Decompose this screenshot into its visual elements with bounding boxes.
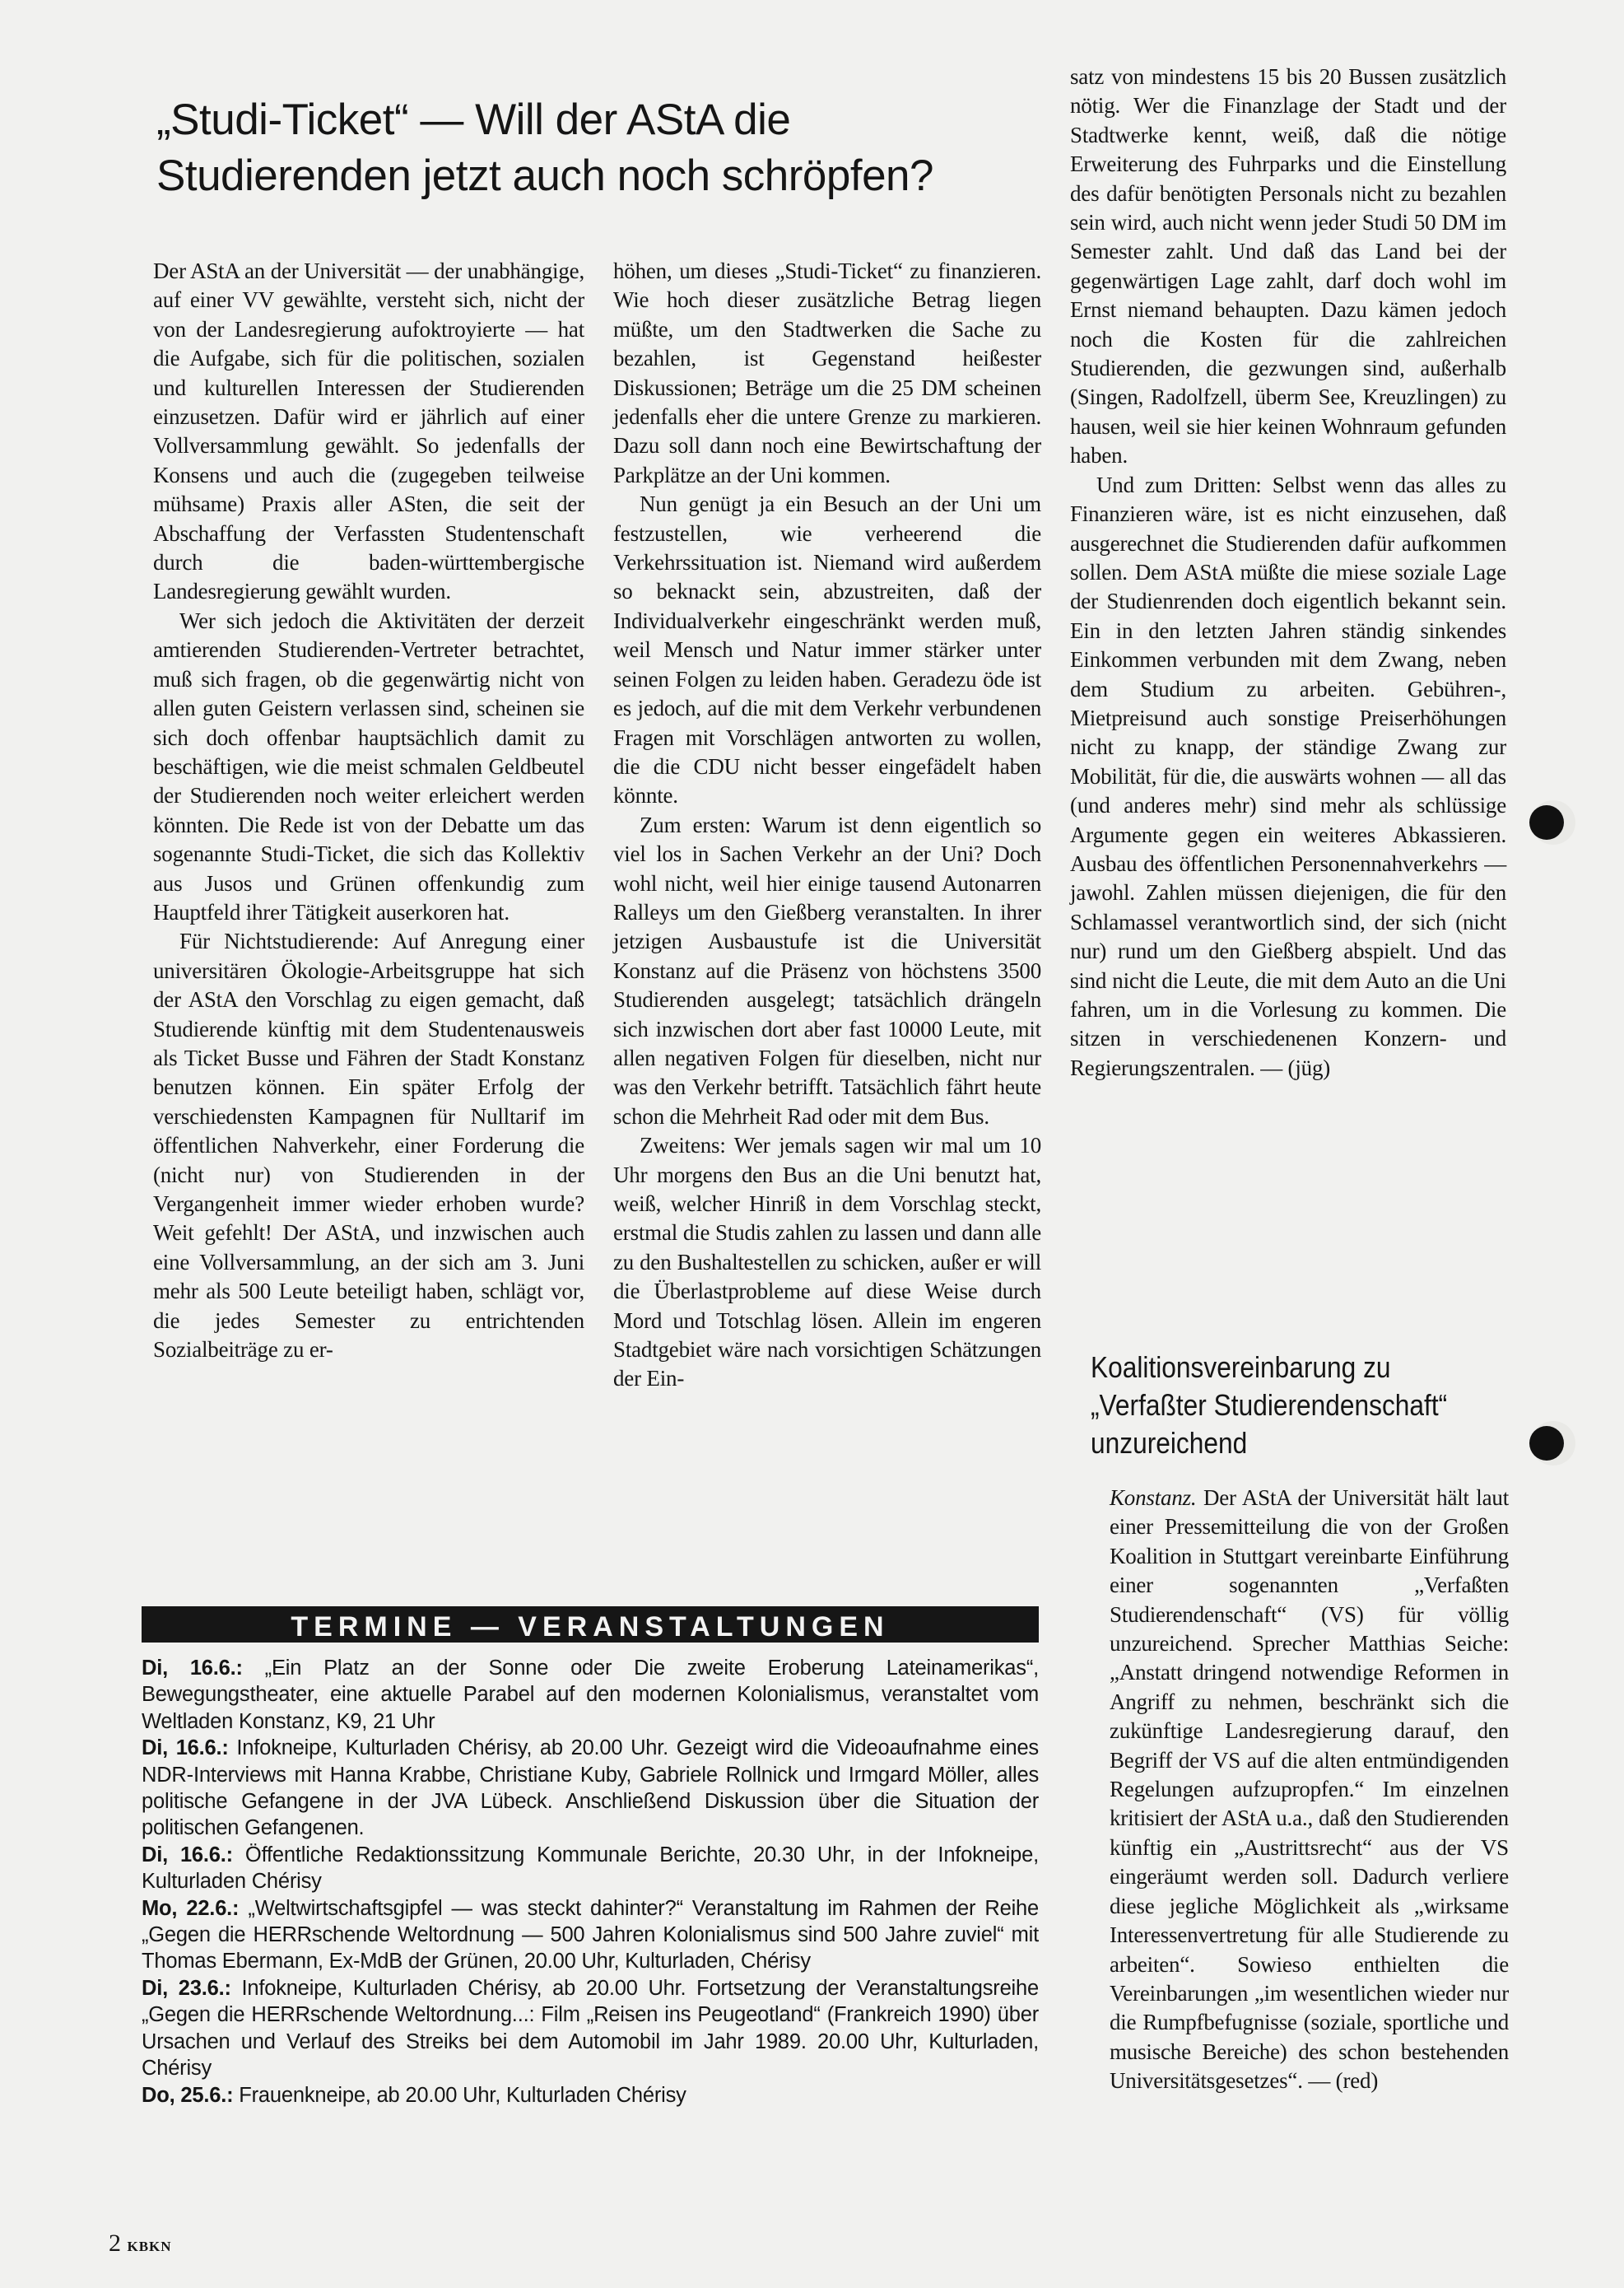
event-text: Infokneipe, Kulturladen Chérisy, ab 20.00 Uhr. Fortsetzung der Veranstaltungsreihe „Gegen die HERRschende Weltordnung...: Film „Reisen ins Peugeotland“ (Frankreich 1990) über Ursachen und Verlauf des Streiks bei dem Automobil im Jahr 1989. 20.00 Uhr, Kulturladen, Chérisy: [142, 1976, 1039, 2081]
paragraph: Für Nichtstudierende: Auf Anregung einer universitären Ökologie-Arbeitsgruppe hat sich der AStA den Vorschlag zu eigen gemacht, daß Studierende künftig mit dem Studentenausweis als Ticket Busse und Fähren der Stadt Konstanz benutzen können. Ein später Erfolg der verschiedensten Kampagnen für Nulltarif im öffentlichen Nahverkehr, einer Forderung die (nicht nur) von Studierenden in der Vergangenheit immer wieder erhoben wurde? Weit gefehlt! Der AStA, und inzwischen auch eine Vollversammlung, an der sich am 3. Juni mehr als 500 Leute beteiligt haben, schlägt vor, die jedes Semester zu entrichtenden Sozialbeiträge zu er-: [153, 929, 584, 1363]
second-article-body: [1110, 1484, 1509, 2096]
event-date: Di, 16.6.:: [142, 1736, 229, 1760]
article-column-2: [613, 257, 1041, 1394]
paragraph: satz von mindestens 15 bis 20 Bussen zusätzlich nötig. Wer die Finanzlage der Stadt und der Stadtwerke kennt, weiß, daß die nötige Erweiterung des Fuhrparks und die Einstellung des dafür benötigten Personals nicht zu bezahlen sein wird, auch nicht wenn jeder Studi 50 DM im Semester zahlt. Und daß das Land bei der gegenwärtigen Lage zahlt, darf doch wohl im Ernst niemand behaupten. Dazu kämen jedoch noch die Kosten für die zahlreichen Studierenden, die gezwungen sind, außerhalb (Singen, Radolfzell, überm See, Kreuzlingen) zu hausen, weil sie hier keinen Wohnraum gefunden haben.: [1070, 64, 1506, 468]
paragraph: Zum ersten: Warum ist denn eigentlich so viel los in Sachen Verkehr an der Uni? Doch wohl nicht, weil hier einige tausend Autonarren Ralleys um den Gießberg veranstalten. In ihrer jetzigen Ausbaustufe ist die Universität Konstanz auf die Präsenz von höchstens 3500 Studierenden ausgelegt; tatsächlich drängeln sich inzwischen dort aber fast 10000 Leute, mit allen negativen Folgen für dieselben, nicht nur was den Verkehr betrifft. Tatsächlich fährt heute schon die Mehrheit Rad oder mit dem Bus.: [613, 812, 1041, 1129]
page-number: 2: [109, 2230, 121, 2257]
paragraph: Und zum Dritten: Selbst wenn das alles zu Finanzieren wäre, ist es nicht einzusehen, daß ausgerechnet die Studierenden dafür aufkommen sollen. Dem AStA müßte die miese soziale Lage der Studienrenden doch eigentlich bekannt sein. Ein in den letzten Jahren ständig sinkendes Einkommen verbunden mit dem Zwang, neben dem Studium zu arbeiten. Gebühren-, Mietpreisund auch sonstige Preiserhöhungen nicht zu knapp, der ständige Zwang zur Mobilität, für die, die auswärts wohnen — all das (und anderes mehr) sind mehr als schlüssige Argumente gegen ein weiteres Abkassieren. Ausbau des öffentlichen Personennahverkehrs — jawohl. Zahlen müssen diejenigen, die für den Schlamassel verantwortlich sind, der sich (nicht nur) rund um den Gießberg abspielt. Und das sind nicht die Leute, die mit dem Auto an die Uni fahren, um in die Vorlesung zu kommen. Die sitzen in verschiedenenen Konzern- und Regierungszentralen. — (jüg): [1070, 472, 1506, 1080]
event-item: [142, 1975, 1039, 2082]
second-article-text: Der AStA der Universität hält laut einer Pressemitteilung die von der Großen Koalition in Stuttgart vereinbarte Einführung einer sogenannten „Verfaßten Studierendenschaft“ (VS) für völlig unzureichend. Sprecher Matthias Seiche: „Anstatt dringend notwendige Reformen in Angriff zu nehmen, beschränkt sich die zukünftige Landesregierung darauf, den Begriff der VS auf die alten entmündigenden Regelungen aufzupropfen.“ Im einzelnen kritisiert der AStA u.a., daß den Studierenden künftig ein „Austrittsrecht“ aus der VS eingeräumt werden soll. Dadurch verliere diese jegliche Möglichkeit als „wirksame Interessenvertretung für alle Studierende zu arbeiten“. Sowieso enthielten die Vereinbarungen „im wesentlichen wieder nur die Rumpfbefugnisse (soziale, sportliche und musische Bereiche) des schon bestehenden Universitätsgesetzes“. — (red): [1110, 1485, 1509, 2094]
events-banner: TERMINE — VERANSTALTUNGEN: [142, 1606, 1039, 1643]
event-item: [142, 1895, 1039, 1975]
paragraph: [1110, 1484, 1509, 2096]
events-list: [142, 1655, 1039, 2109]
paragraph: Wer sich jedoch die Aktivitäten der derzeit amtierenden Studierenden-Vertreter betrachtet, muß sich fragen, ob die gegenwärtig nicht von allen guten Geistern verlassen sind, scheinen sie sich doch offenbar hauptsächlich damit zu beschäftigen, wie die meist schmalen Geldbeutel der Studierenden noch weiter erleichert werden könnten. Die Rede ist von der Debatte um das sogenannte Studi-Ticket, die sich das Kollektiv aus Jusos und Grünen offenkundig zum Hauptfeld ihrer Tätigkeit auserkoren hat.: [153, 608, 584, 925]
event-item: [142, 1655, 1039, 1735]
event-date: Di, 16.6.:: [142, 1657, 243, 1680]
paragraph: Der AStA an der Universität — der unabhängige, auf einer VV gewählte, versteht sich, nicht der von der Landesregierung aufoktroyierte — hat die Aufgabe, sich für die politischen, sozialen und kulturellen Interessen der Studierenden einzusetzen. Dafür wird er jährlich auf einer Vollversammlung gewählt. So jedenfalls der Konsens und auch die (zugegeben teilweise mühsame) Praxis aller ASten, die seit der Abschaffung der Verfassten Studentenschaft durch die baden-württembergische Landesregierung gewählt wurden.: [153, 259, 584, 604]
event-text: „Ein Platz an der Sonne oder Die zweite Eroberung Lateinamerikas“, Bewegungstheater, eine aktuelle Parabel auf den modernen Kolonialismus, veranstaltet vom Weltladen Konstanz, K9, 21 Uhr: [142, 1657, 1039, 1733]
event-date: Do, 25.6.:: [142, 2083, 234, 2107]
event-date: Mo, 22.6.:: [142, 1896, 240, 1920]
punch-hole: [1529, 805, 1564, 840]
paragraph: Zweitens: Wer jemals sagen wir mal um 10 Uhr morgens den Bus an die Uni benutzt hat, weiß, welcher Hinriß in dem Vorschlag steckt, erstmal die Studis zahlen zu lassen und dann alle zu den Bushaltestellen zu schicken, außer er will die Überlastprobleme auf diese Weise durch Mord und Totschlag lösen. Allein im engeren Stadtgebiet wäre nach vorsichtigen Schätzungen der Ein-: [613, 1133, 1041, 1391]
paragraph: höhen, um dieses „Studi-Ticket“ zu finanzieren. Wie hoch dieser zusätzliche Betrag liegen müßte, um den Stadtwerken die Sache zu bezahlen, ist Gegenstand heißester Diskussionen; Beträge um die 25 DM scheinen jedenfalls eher die untere Grenze zu markieren. Dazu soll dann noch eine Bewirtschaftung der Parkplätze an der Uni kommen.: [613, 259, 1041, 487]
headline: [156, 92, 1037, 204]
event-text: Infokneipe, Kulturladen Chérisy, ab 20.00 Uhr. Gezeigt wird die Videoaufnahme eines NDR-Interviews mit Hanna Krabbe, Christiane Kuby, Gabriele Rollnick und Irmgard Möller, alles politische Gefangene in der JVA Lübeck. Anschließend Diskussion über die Situation der politischen Gefangenen.: [142, 1736, 1039, 1840]
second-article-title: [1091, 1349, 1468, 1462]
article-column-1: [153, 257, 584, 1364]
paragraph: Nun genügt ja ein Besuch an der Uni um festzustellen, wie verheerend die Verkehrssituation ist. Niemand wird außerdem so beknackt sein, abzustreiten, daß der Individualverkehr eingeschränkt werden muß, weil Mensch und Natur immer stärker unter seinen Folgen zu leiden haben. Geradezu öde ist es jedoch, auf die mit dem Verkehr verbundenen Fragen mit Vorschlägen antworten zu wollen, die die CDU nicht besser eingefädelt haben könnte.: [613, 492, 1041, 808]
second-article-title-line-3: unzureichend: [1091, 1426, 1248, 1460]
article-column-3: [1070, 63, 1506, 1083]
second-article-title-line-2: „Verfaßter Studierendenschaft“: [1091, 1388, 1448, 1422]
event-item: [142, 1735, 1039, 1842]
headline-line-2: Studierenden jetzt auch noch schröpfen?: [156, 151, 933, 200]
punch-hole: [1529, 1426, 1564, 1461]
event-item: [142, 1842, 1039, 1895]
headline-line-1: „Studi-Ticket“ — Will der AStA die: [156, 96, 791, 144]
event-date: Di, 16.6.:: [142, 1843, 233, 1866]
page-footer: [109, 2230, 172, 2258]
event-item: [142, 2082, 1039, 2109]
second-article-title-line-1: Koalitionsvereinbarung zu: [1091, 1350, 1391, 1384]
event-text: Öffentliche Redaktionssitzung Kommunale Berichte, 20.30 Uhr, in der Infokneipe, Kulturladen Chérisy: [142, 1843, 1039, 1894]
event-date: Di, 23.6.:: [142, 1976, 231, 2000]
dateline: Konstanz.: [1110, 1485, 1197, 1510]
event-text: „Weltwirtschaftsgipfel — was steckt dahinter?“ Veranstaltung im Rahmen der Reihe „Gegen die HERRschende Weltordnung — 500 Jahren Kolonialismus sind 500 Jahre zuviel“ mit Thomas Ebermann, Ex-MdB der Grünen, 20.00 Uhr, Kulturladen, Chérisy: [142, 1896, 1039, 1973]
event-text: Frauenkneipe, ab 20.00 Uhr, Kulturladen Chérisy: [233, 2083, 686, 2107]
publication-logo: KBKN: [127, 2239, 172, 2254]
